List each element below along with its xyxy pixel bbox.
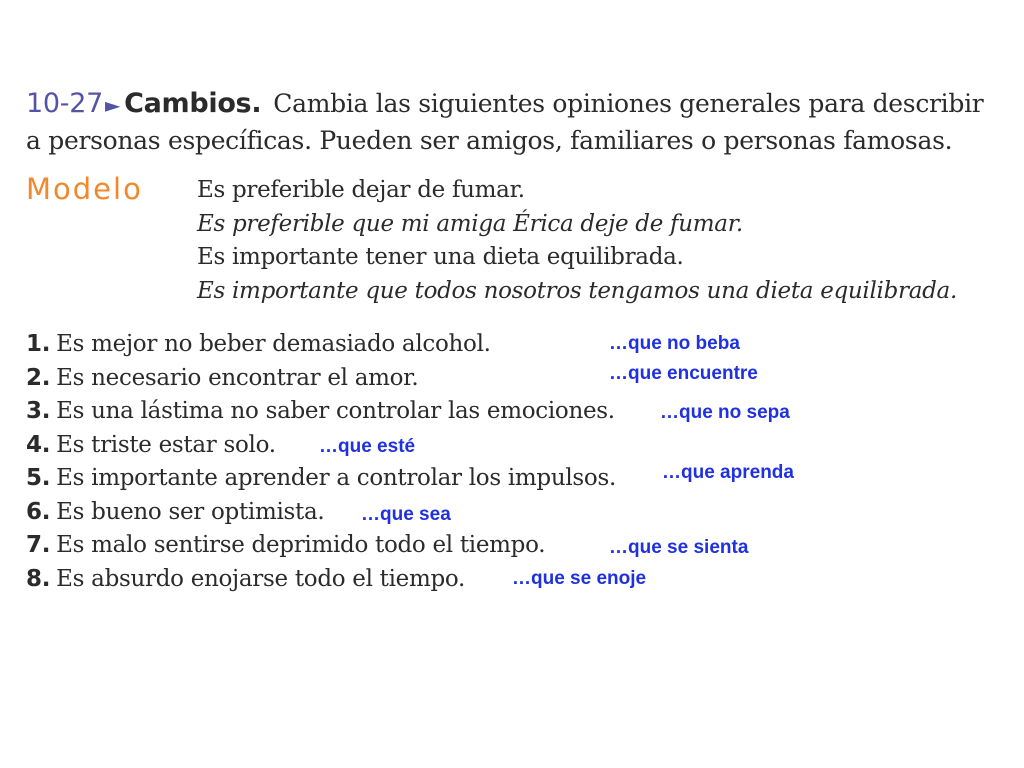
modelo-line: Es importante tener una dieta equilibrada.	[197, 244, 684, 270]
modelo-line: Es preferible que mi amiga Érica deje de fumar.	[197, 210, 743, 237]
item-number: 7.	[26, 532, 51, 558]
instructions-line-2: a personas específicas. Pueden ser amigos, familiares o personas famosas.	[26, 126, 953, 155]
play-arrow-icon: ►	[104, 93, 121, 117]
exercise-items	[26, 328, 616, 596]
instructions-line-1: Cambia las siguientes opiniones generales para describir	[273, 89, 984, 118]
answer-8: …que se enoje	[512, 568, 647, 589]
exercise-item	[26, 395, 616, 429]
exercise-number: 10-27	[26, 88, 103, 119]
exercise-item	[26, 529, 616, 563]
modelo-label: Modelo	[26, 172, 143, 206]
answer-1: …que no beba	[609, 333, 740, 354]
item-number: 5.	[26, 465, 51, 491]
item-number: 1.	[26, 331, 51, 357]
item-number: 6.	[26, 498, 51, 525]
item-text: Es bueno ser optimista.	[56, 498, 325, 525]
answer-5: …que aprenda	[662, 462, 794, 483]
modelo-line: Es preferible dejar de fumar.	[197, 177, 525, 203]
exercise-header	[26, 86, 1016, 158]
exercise-title: Cambios.	[124, 88, 262, 119]
exercise-item	[26, 362, 616, 396]
item-text: Es una lástima no saber controlar las emociones.	[56, 398, 615, 424]
item-text: Es mejor no beber demasiado alcohol.	[56, 331, 491, 357]
answer-4: …que esté	[319, 436, 416, 457]
header-line-1	[26, 86, 1016, 123]
item-text: Es triste estar solo.	[56, 431, 276, 458]
exercise-item	[26, 328, 616, 362]
item-number: 3.	[26, 398, 51, 424]
item-number: 4.	[26, 431, 51, 458]
item-text: Es absurdo enojarse todo el tiempo.	[56, 565, 466, 592]
item-number: 2.	[26, 364, 51, 391]
item-text: Es malo sentirse deprimido todo el tiempo.	[56, 532, 546, 558]
modelo-examples	[197, 174, 957, 308]
item-number: 8.	[26, 565, 51, 592]
item-text: Es importante aprender a controlar los impulsos.	[56, 465, 616, 491]
exercise-item	[26, 462, 616, 496]
answer-3: …que no sepa	[660, 402, 790, 423]
item-text: Es necesario encontrar el amor.	[56, 364, 419, 391]
exercise-item	[26, 496, 616, 530]
answer-2: …que encuentre	[609, 363, 758, 384]
answer-7: …que se sienta	[609, 537, 749, 558]
answer-6: …que sea	[361, 504, 451, 525]
modelo-line: Es importante que todos nosotros tengamos una dieta equilibrada.	[197, 277, 957, 304]
